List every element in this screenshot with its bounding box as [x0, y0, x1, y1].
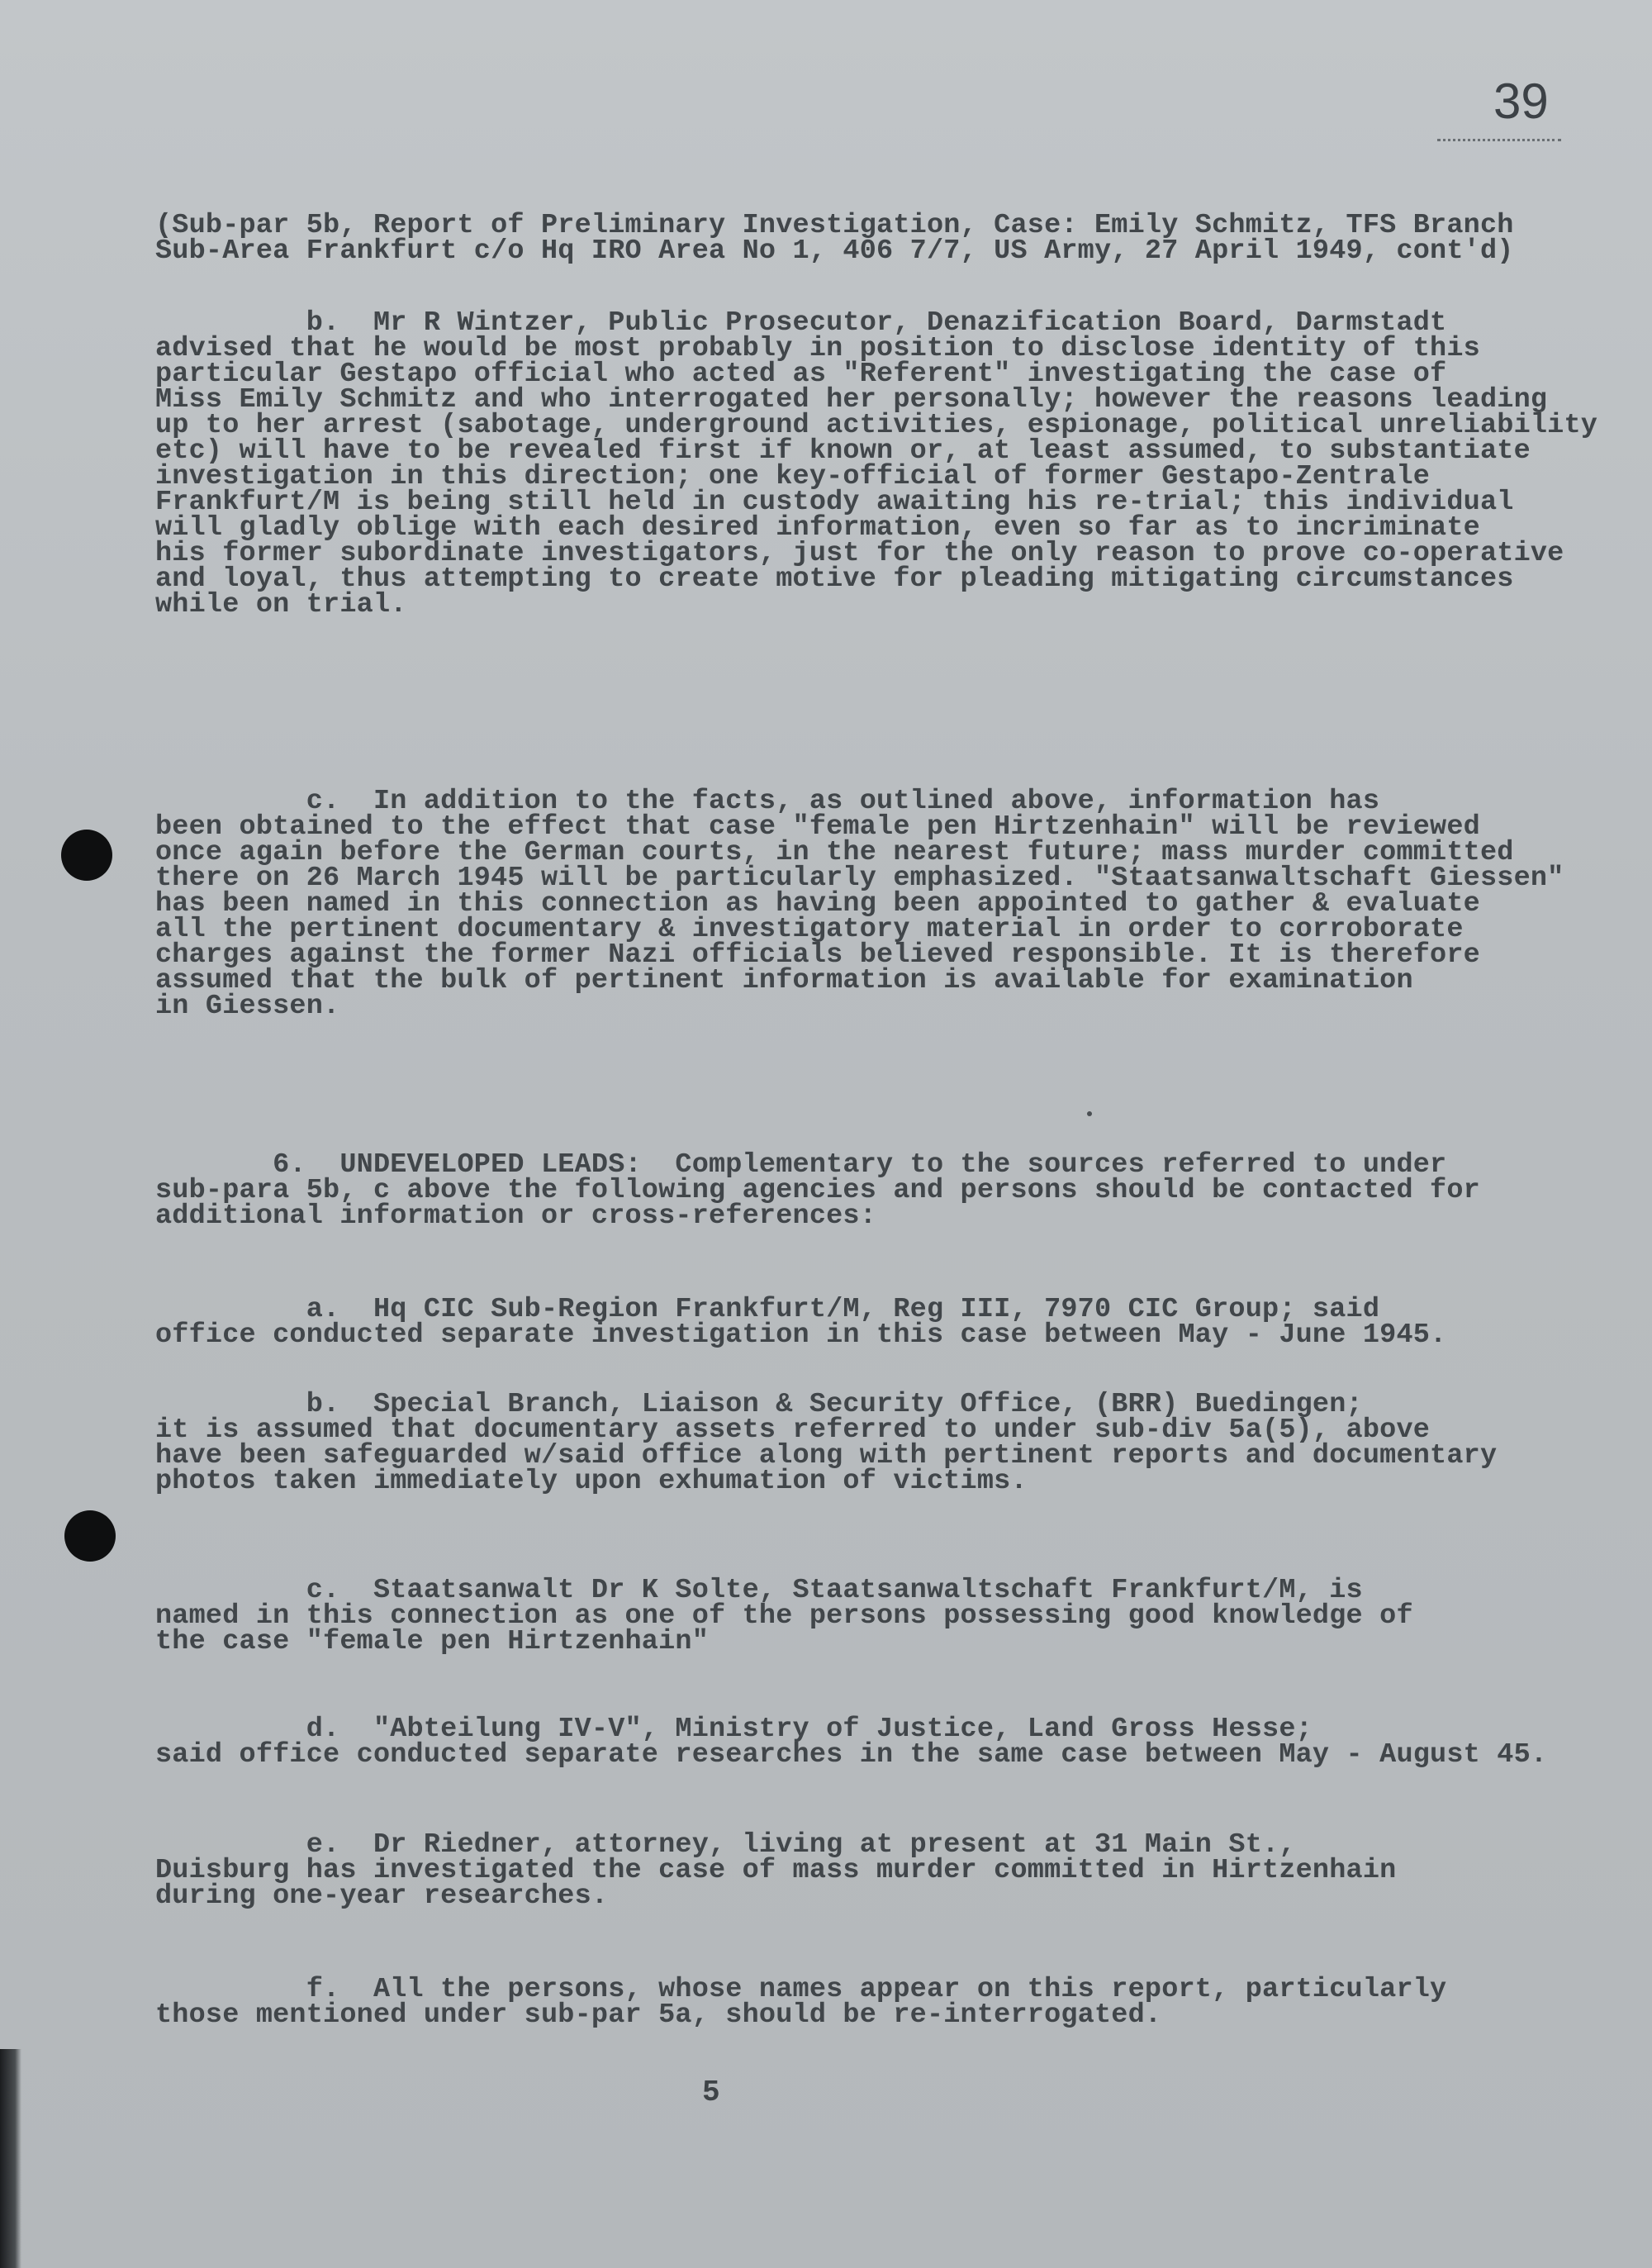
lead-a: a. Hq CIC Sub-Region Frankfurt/M, Reg III, 7970 CIC Group; said office conducted separate investigation in this case between May - June 1945. [155, 1294, 1447, 1351]
punch-hole-bottom [64, 1510, 116, 1562]
punch-hole-top [61, 830, 112, 881]
lead-b: b. Special Branch, Liaison & Security Office, (BRR) Buedingen; it is assumed that documentary assets referred to under sub-div 5a(5), above have been safeguarded w/said office along with pertinent reports and documentary photos taken immediately upon exhumation of victims. [155, 1389, 1498, 1497]
report-header: (Sub-par 5b, Report of Preliminary Investigation, Case: Emily Schmitz, TFS Branch Sub-Area Frankfurt c/o Hq IRO Area No 1, 406 7/7, US Army, 27 April 1949, cont'd) [155, 210, 1514, 267]
paragraph-c: c. In addition to the facts, as outlined above, information has been obtained to the effect that case "female pen Hirtzenhain" will be reviewed once again before the German courts, in the nearest future; mass murder committed there on 26 March 1945 will be particularly emphasized. "Staatsanwaltschaft Giessen" has been named in this connection as having been appointed to gather & evaluate all the pertinent documentary & investigatory material in order to corroborate charges against the former Nazi officials believed responsible. It is therefore assumed that the bulk of pertinent information is available for examination in Giessen. [155, 786, 1564, 1022]
lead-d: d. "Abteilung IV-V", Ministry of Justice, Land Gross Hesse; said office conducted separate researches in the same case between May - August 45. [155, 1714, 1548, 1771]
pencil-dash-mark [1437, 139, 1561, 141]
lead-e: e. Dr Riedner, attorney, living at present at 31 Main St., Duisburg has investigated the case of mass murder committed in Hirtzenhain during one-year researches. [155, 1829, 1397, 1912]
scan-edge-shadow [0, 2049, 21, 2268]
paragraph-undeveloped-leads: 6. UNDEVELOPED LEADS: Complementary to the sources referred to under sub-para 5b, c above the following agencies and persons should be contacted for additional information or cross-references: [155, 1149, 1480, 1232]
lead-f: f. All the persons, whose names appear on this report, particularly those mentioned under sub-par 5a, should be re-interrogated. [155, 1974, 1447, 2031]
continuation-mark: 5 [702, 2075, 720, 2109]
stray-dot [1087, 1111, 1092, 1116]
page-number: 39 [1493, 74, 1549, 129]
paragraph-b: b. Mr R Wintzer, Public Prosecutor, Denazification Board, Darmstadt advised that he would be most probably in position to disclose identity of this particular Gestapo official who acted as "Referent" investigating the case of Miss Emily Schmitz and who interrogated her personally; however the reasons leading up to her arrest (sabotage, underground activities, espionage, political unreliability etc) will have to be revealed first if known or, at least assumed, to substantiate investigation in this direction; one key-official of former Gestapo-Zentrale Frankfurt/M is being still held in custody awaiting his re-trial; this individual will gladly oblige with each desired information, even so far as to incriminate his former subordinate investigators, just for the only reason to prove co-operative and loyal, thus attempting to create motive for pleading mitigating circumstances while on trial. [155, 307, 1598, 620]
lead-c: c. Staatsanwalt Dr K Solte, Staatsanwaltschaft Frankfurt/M, is named in this connection as one of the persons possessing good knowledge of the case "female pen Hirtzenhain" [155, 1575, 1413, 1657]
